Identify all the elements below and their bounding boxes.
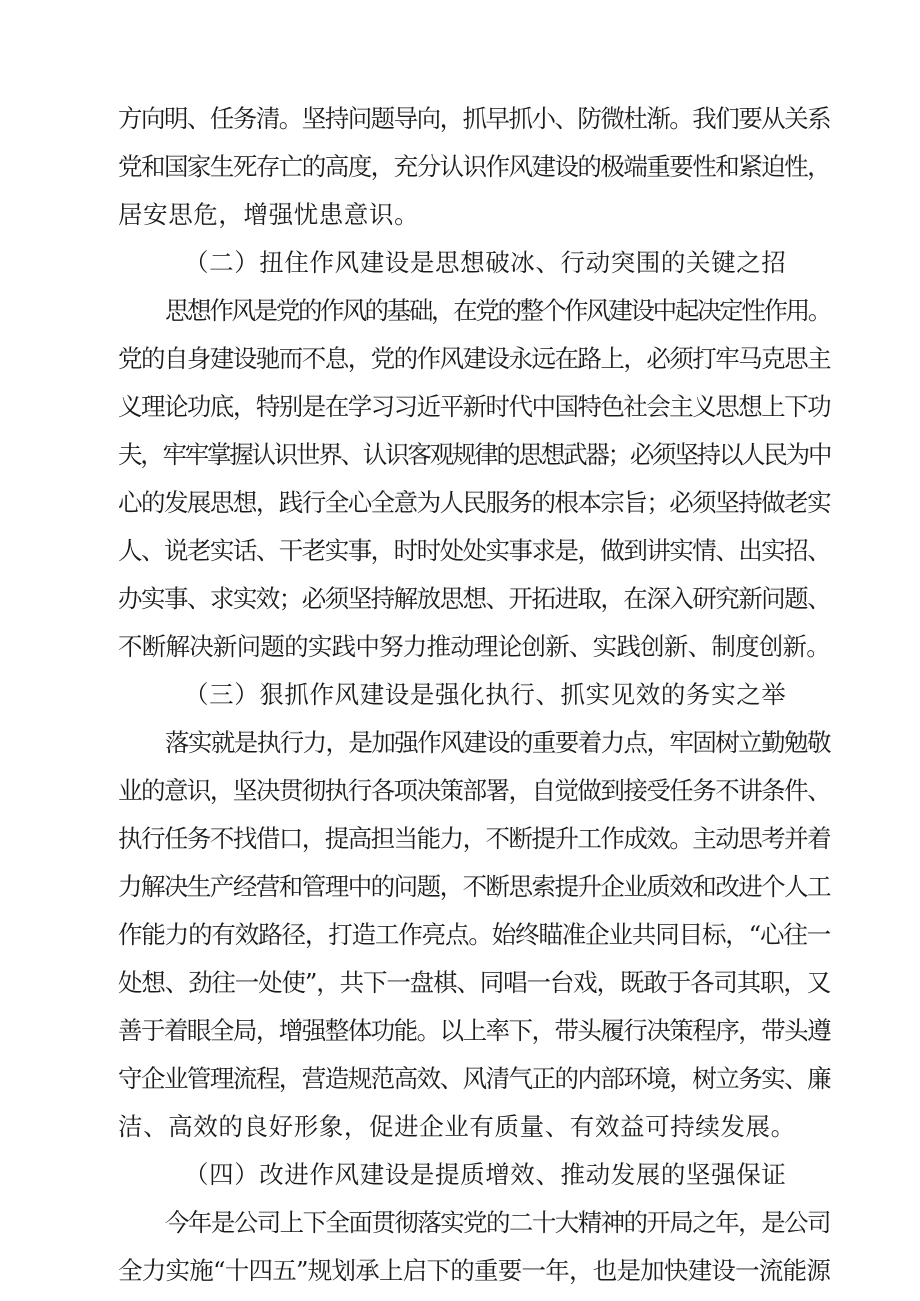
body-line: 处想、劲往一处使”，共下一盘棋、同唱一台戏，既敢于各司其职，又 xyxy=(118,968,831,997)
body-line: 业的意识，坚决贯彻执行各项决策部署，自觉做到接受任务不讲条件、 xyxy=(118,776,831,805)
body-line: 人、说老实话、干老实事，时时处处实事求是，做到讲实情、出实招、 xyxy=(118,536,831,565)
body-line: 全力实施“十四五”规划承上启下的重要一年，也是加快建设一流能源 xyxy=(118,1256,831,1285)
body-line: 思想作风是党的作风的基础，在党的整个作风建设中起决定性作用。 xyxy=(165,296,830,325)
body-line: 义理论功底，特别是在学习习近平新时代中国特色社会主义思想上下功 xyxy=(118,392,831,421)
body-line: 落实就是执行力，是加强作风建设的重要着力点，牢固树立勤勉敬 xyxy=(165,728,830,757)
body-line: 心的发展思想，践行全心全意为人民服务的根本宗旨；必须坚持做老实 xyxy=(118,488,831,517)
body-line: 守企业管理流程，营造规范高效、风清气正的内部环境，树立务实、廉 xyxy=(118,1064,831,1093)
body-line: 善于着眼全局，增强整体功能。以上率下，带头履行决策程序，带头遵 xyxy=(118,1016,831,1045)
body-line: 办实事、求实效；必须坚持解放思想、开拓进取，在深入研究新问题、 xyxy=(118,584,831,613)
body-line: 执行任务不找借口，提高担当能力，不断提升工作成效。主动思考并着 xyxy=(118,824,831,853)
section-heading: （二）扭住作风建设是思想破冰、行动突围的关键之招 xyxy=(184,248,787,277)
body-line: 居安思危，增强忧患意识。 xyxy=(118,200,420,229)
body-line: 方向明、任务清。坚持问题导向，抓早抓小、防微杜渐。我们要从关系 xyxy=(118,104,831,133)
body-line: 力解决生产经营和管理中的问题，不断思索提升企业质效和改进个人工 xyxy=(118,872,831,901)
body-line: 今年是公司上下全面贯彻落实党的二十大精神的开局之年，是公司 xyxy=(165,1208,830,1237)
body-line: 不断解决新问题的实践中努力推动理论创新、实践创新、制度创新。 xyxy=(118,632,830,661)
body-line: 党的自身建设驰而不息，党的作风建设永远在路上，必须打牢马克思主 xyxy=(118,344,831,373)
body-line: 夫，牢牢掌握认识世界、认识客观规律的思想武器；必须坚持以人民为中 xyxy=(118,440,831,469)
section-heading: （四）改进作风建设是提质增效、推动发展的坚强保证 xyxy=(184,1160,787,1189)
section-heading: （三）狠抓作风建设是强化执行、抓实见效的务实之举 xyxy=(184,680,787,709)
body-line: 党和国家生死存亡的高度，充分认识作风建设的极端重要性和紧迫性， xyxy=(118,152,831,181)
body-line: 洁、高效的良好形象，促进企业有质量、有效益可持续发展。 xyxy=(118,1112,796,1141)
body-line: 作能力的有效路径，打造工作亮点。始终瞄准企业共同目标，“心往一 xyxy=(118,920,831,949)
